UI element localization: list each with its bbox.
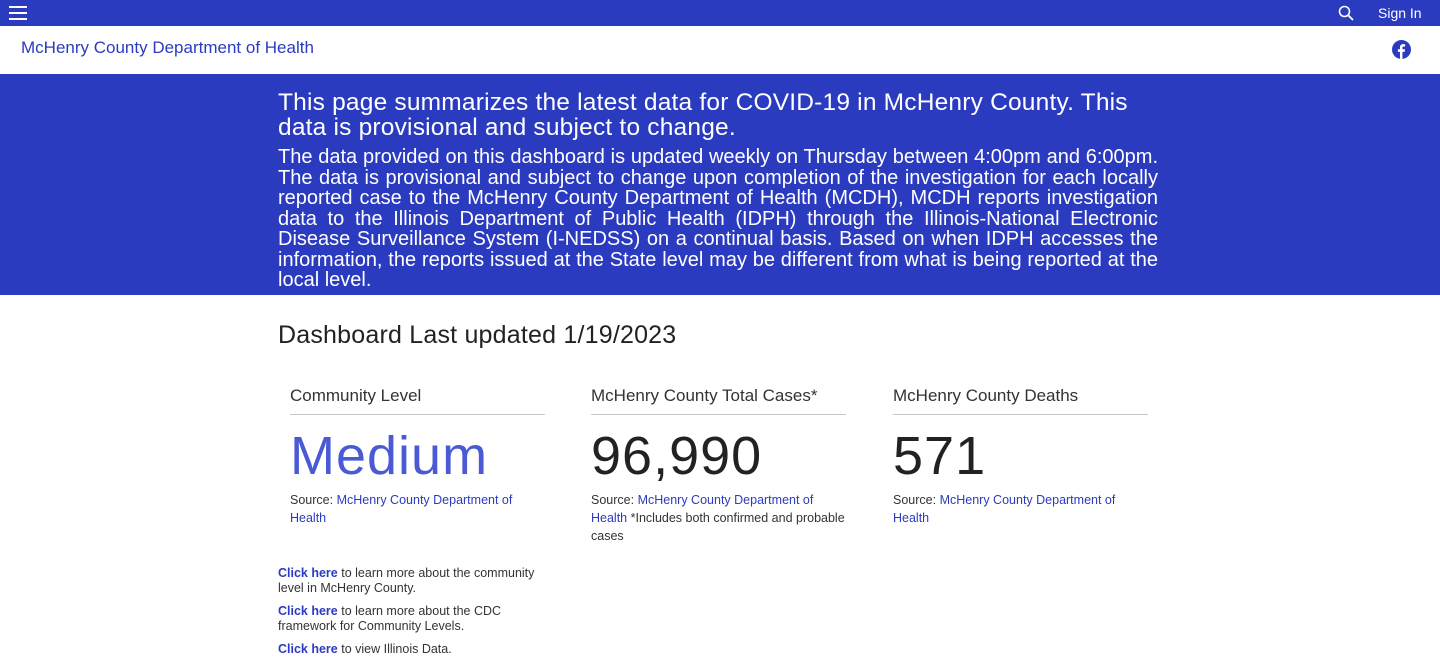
community-level-link[interactable]: Click here [278, 566, 338, 580]
site-header [0, 26, 1440, 74]
banner-headline: This page summarizes the latest data for COVID-19 in McHenry County. This data is provisional and subject to change. [278, 89, 1128, 141]
hamburger-menu-icon[interactable] [9, 6, 27, 21]
cdc-framework-link[interactable]: Click here [278, 604, 338, 618]
total-cases-card [591, 386, 846, 545]
resource-links [278, 566, 548, 665]
link-row [278, 642, 548, 657]
link-row [278, 604, 548, 634]
banner-body: The data provided on this dashboard is updated weekly on Thursday between 4:00pm and 6:00pm. The data is provisional and subject to change upon completion of the investigation for each locally reported case to the McHenry County Department of Health (MCDH), MCDH reports investigation data to the Illinois Department of Public Health (IDPH) through the Illinois-National Electronic Disease Surveillance System (I-NEDSS) on a continual basis. Based on when IDPH accesses the information, the reports issued at the State level may be different from what is being reported at the local level. [278, 146, 1158, 291]
source-prefix: Source: [893, 493, 937, 507]
card-value: Medium [290, 426, 489, 486]
community-level-card [290, 386, 545, 527]
card-value: 571 [893, 426, 987, 486]
link-row [278, 566, 548, 596]
source-org: McHenry County Department of Health [290, 493, 513, 525]
source-org: McHenry County Department of Health [893, 493, 1116, 525]
source-org: McHenry County Department of Health [591, 493, 814, 525]
source-prefix: Source: [290, 493, 334, 507]
card-label: McHenry County Deaths [893, 386, 1148, 415]
dashboard-updated-heading: Dashboard Last updated 1/19/2023 [278, 321, 677, 349]
illinois-data-link[interactable]: Click here [278, 642, 338, 656]
search-icon[interactable] [1338, 5, 1354, 21]
card-source [591, 491, 846, 545]
facebook-icon[interactable] [1392, 40, 1411, 59]
source-note: *Includes both confirmed and probable cases [591, 511, 845, 543]
site-title[interactable]: McHenry County Department of Health [21, 38, 314, 57]
info-banner [0, 74, 1440, 295]
card-source [290, 491, 545, 527]
link-description: to view Illinois Data. [337, 642, 452, 656]
source-prefix: Source: [591, 493, 635, 507]
deaths-card [893, 386, 1148, 527]
top-bar [0, 0, 1440, 26]
card-value: 96,990 [591, 426, 763, 486]
card-label: Community Level [290, 386, 545, 415]
card-source [893, 491, 1148, 527]
sign-in-link[interactable]: Sign In [1378, 5, 1422, 21]
link-description: to learn more about the CDC framework for Community Levels. [278, 604, 502, 633]
card-label: McHenry County Total Cases* [591, 386, 846, 415]
link-description: to learn more about the community level in McHenry County. [278, 566, 535, 595]
